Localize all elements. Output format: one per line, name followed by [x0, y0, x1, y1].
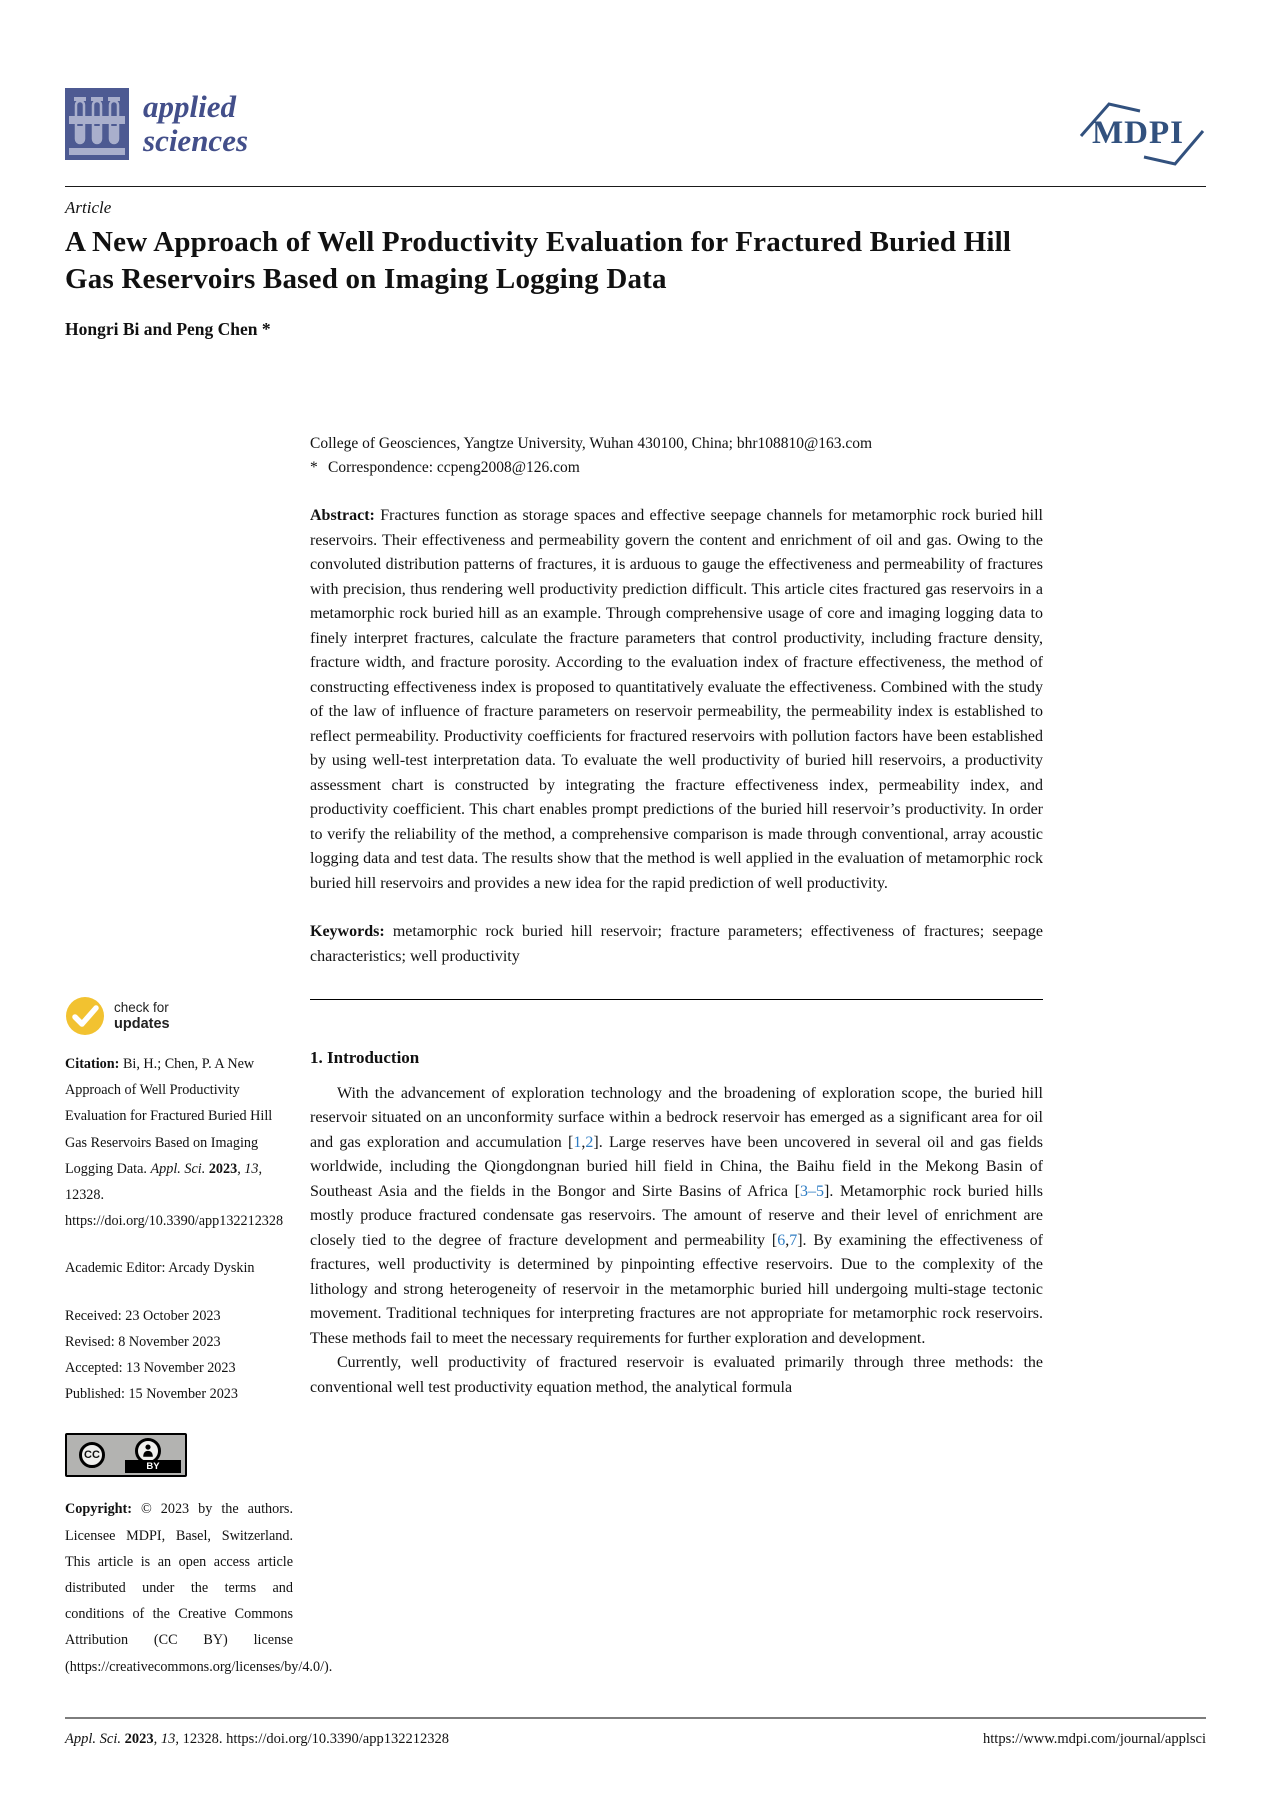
- check-for-updates-badge[interactable]: [65, 996, 293, 1036]
- article-type-label: Article: [65, 198, 112, 217]
- copyright-block: Copyright: © 2023 by the authors. Licensee MDPI, Basel, Switzerland. This article is an open access article distributed under the terms and conditions of the Creative Commons Attribution (CC BY) license (https://creativecommons.org/licenses/by/4.0/).: [65, 1501, 333, 1675]
- authors-line: Hongri Bi and Peng Chen *: [65, 319, 271, 339]
- citation-ref-link[interactable]: 6: [777, 1231, 786, 1249]
- intro-paragraph-1: With the advancement of exploration technology and the broadening of exploration scope, the buried hill reservoir situated on an unconformity surface within a bedrock reservoir has emerged as a significant area for oil and gas exploration and accumulation [1,2]. Large reserves have been uncovered in several oil and gas fields worldwide, including the Qiongdongnan buried hill field in China, the Baihu field in the Mekong Basin of Southeast Asia and the fields in the Bongor and Sirte Basins of Africa [3–5]. Metamorphic rock buried hills mostly produce fractured condensate gas reservoirs. The amount of reserve and their level of enrichment are closely tied to the degree of fracture development and permeability [6,7]. By examining the effectiveness of fractures, well productivity is determined by pinpointing effective reservoirs. Due to the complexity of the lithology and strong heterogeneity of reservoir in the metamorphic buried hill undergoing multi-stage tectonic movement. Traditional techniques for interpreting fractures are not appropriate for metamorphic rock reservoirs. These methods fail to meet the necessary requirements for further exploration and development.: [310, 1084, 1043, 1347]
- mdpi-wordmark: MDPI: [1092, 115, 1184, 151]
- footer-divider: [65, 1717, 1206, 1719]
- test-tubes-icon: [65, 88, 129, 160]
- section-heading-introduction: 1. Introduction: [310, 1048, 420, 1067]
- journal-logo: [65, 88, 248, 160]
- check-icon: [65, 996, 105, 1036]
- header-divider: [65, 186, 1206, 187]
- by-label: BY: [125, 1460, 181, 1473]
- citation-ref-link[interactable]: 3–5: [799, 1182, 824, 1200]
- abstract-paragraph: Abstract: Fractures function as storage spaces and effective seepage channels for metamorphic rock buried hill reservoirs. Their effectiveness and permeability govern the content and enrichment of oil and gas. Owing to the convoluted distribution patterns of fractures, it is arduous to gauge the effectiveness and permeability of fractures with precision, thus rendering well productivity prediction difficult. This article cites fractured gas reservoirs in a metamorphic rock buried hill as an example. Through comprehensive usage of core and imaging logging data to finely interpret fractures, calculate the fracture parameters that control productivity, including fracture density, fracture width, and fracture porosity. According to the evaluation index of fracture effectiveness, the method of constructing effectiveness index is proposed to quantitatively evaluate the effectiveness. Combined with the study of the law of influence of fracture parameters on reservoir permeability, the permeability index is established to reflect permeability. Productivity coefficients for fractured reservoirs with pollution factors have been established by using well-test interpretation data. To evaluate the well productivity of buried hill reservoirs, a productivity assessment chart is constructed by integrating the fracture effectiveness index, permeability index, and productivity coefficient. This chart enables prompt predictions of the buried hill reservoir’s productivity. In order to verify the reliability of the method, a comprehensive comparison is made through conventional, array acoustic logging data and test data. The results show that the method is well applied in the evaluation of metamorphic rock buried hill reservoirs and provides a new idea for the rapid prediction of well productivity.: [310, 507, 1043, 892]
- cc-license-badge[interactable]: [65, 1433, 187, 1477]
- footer-citation[interactable]: Appl. Sci. 2023, 13, 12328. https://doi.org/10.3390/app132212328: [65, 1731, 449, 1747]
- published-date: Published: 15 November 2023: [65, 1386, 238, 1403]
- citation-ref-link[interactable]: 2: [585, 1133, 594, 1151]
- check-for-updates-label: check for updates: [114, 1000, 170, 1032]
- dates-block: [65, 1303, 293, 1408]
- citation-ref-link[interactable]: 7: [789, 1231, 798, 1249]
- mdpi-logo: [1076, 98, 1208, 170]
- citation-block: Citation: Bi, H.; Chen, P. A New Approach of Well Productivity Evaluation for Fractured Buried Hill Gas Reservoirs Based on Imaging Logging Data. Appl. Sci. 2023, 13, 12328. https://doi.org/10.3390/app132212328: [65, 1056, 284, 1230]
- article-title: A New Approach of Well Productivity Evaluation for Fractured Buried Hill Gas Reservoirs Based on Imaging Logging Data: [65, 226, 1012, 295]
- correspondence-line: [310, 456, 1043, 480]
- received-date: Received: 23 October 2023: [65, 1307, 221, 1324]
- keywords-paragraph: Keywords: metamorphic rock buried hill reservoir; fracture parameters; effectiveness of fractures; seepage characteristics; well productivity: [310, 923, 1043, 965]
- accepted-date: Accepted: 13 November 2023: [65, 1360, 236, 1377]
- correspondence-text: Correspondence: ccpeng2008@126.com: [328, 459, 580, 476]
- citation-ref-link[interactable]: 1: [573, 1133, 582, 1151]
- cc-icon: CC: [79, 1442, 105, 1468]
- keywords-divider: [310, 999, 1043, 1000]
- intro-paragraph-2: Currently, well productivity of fractured reservoir is evaluated primarily through three methods: the conventional well test productivity equation method, the analytical formula: [310, 1354, 1043, 1396]
- footer-journal-url[interactable]: https://www.mdpi.com/journal/applsci: [983, 1731, 1206, 1747]
- main-column: [310, 432, 1043, 1400]
- affiliation-line: College of Geosciences, Yangtze University, Wuhan 430100, China; bhr108810@163.com: [310, 435, 873, 452]
- revised-date: Revised: 8 November 2023: [65, 1333, 221, 1350]
- correspondence-marker: *: [310, 459, 318, 476]
- left-sidebar: [65, 996, 333, 1680]
- journal-name: applied sciences: [143, 89, 249, 158]
- academic-editor-line: Academic Editor: Arcady Dyskin: [65, 1260, 255, 1277]
